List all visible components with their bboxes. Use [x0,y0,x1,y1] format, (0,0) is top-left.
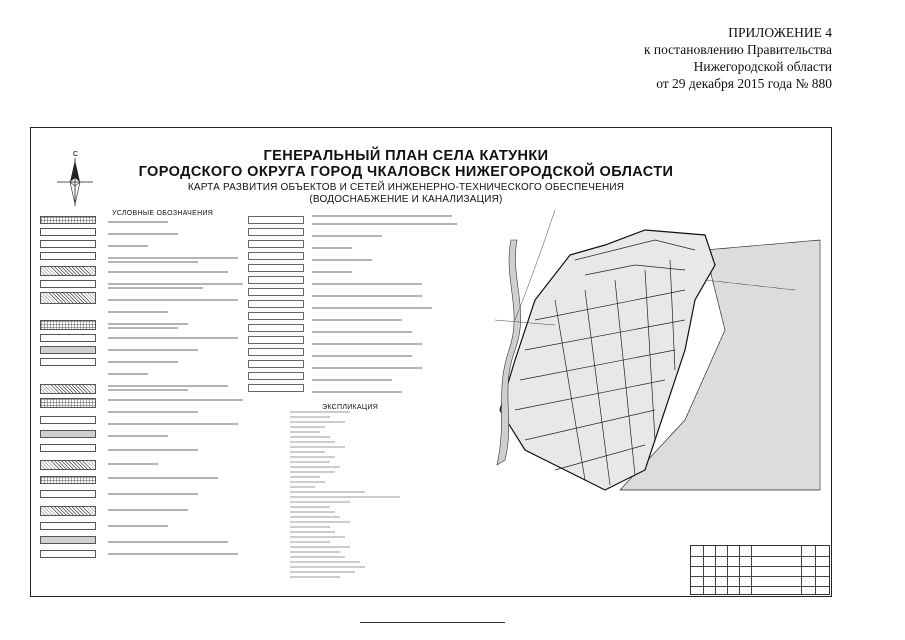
annex-line-2: к постановлению Правительства [643,42,832,57]
legend-swatch [40,240,96,248]
legend-swatch [248,288,304,296]
legend-swatch [248,336,304,344]
legend-swatch [248,264,304,272]
legend-swatch [248,276,304,284]
legend-swatch [248,228,304,236]
legend-swatch [40,358,96,366]
map-title-line-2: ГОРОДСКОГО ОКРУГА ГОРОД ЧКАЛОВСК НИЖЕГОРОДСКОЙ ОБЛАСТИ [138,164,674,180]
legend-swatch [40,228,96,236]
map-subtitle-line-1: КАРТА РАЗВИТИЯ ОБЪЕКТОВ И СЕТЕЙ ИНЖЕНЕРНО-ТЕХНИЧЕСКОГО ОБЕСПЕЧЕНИЯ [187,182,625,193]
legend-swatch [40,490,96,498]
legend-swatch [40,266,96,276]
map-subtitle-line-2: (ВОДОСНАБЖЕНИЕ И КАНАЛИЗАЦИЯ) [309,194,503,205]
legend-swatch [40,280,96,288]
legend-swatch [40,460,96,470]
legend-swatch [248,348,304,356]
compass-label: С [73,151,79,158]
legend-swatch [248,216,304,224]
legend-swatch [248,360,304,368]
legend-swatch [248,252,304,260]
legend-swatch [40,320,96,330]
legend-swatch [40,252,96,260]
settlement-map [495,210,825,510]
legend-swatch [40,506,96,516]
legend-swatch [40,536,96,544]
annex-line-1: ПРИЛОЖЕНИЕ 4 [728,25,832,40]
legend-swatch [40,384,96,394]
legend-swatch [40,216,96,224]
legend-swatch [248,300,304,308]
bottom-rule [360,622,505,623]
legend-swatch [40,522,96,530]
legend-swatch [40,334,96,342]
legend-text-lines [108,214,248,564]
legend-text-lines-2 [312,214,472,404]
legend-swatch [248,372,304,380]
legend-swatch [248,324,304,332]
legend-swatch [40,444,96,452]
explication-title: ЭКСПЛИКАЦИЯ [322,404,379,411]
legend-swatch [40,292,96,304]
annex-line-3: Нижегородской области [693,59,832,74]
legend-swatch [40,476,96,484]
legend-title: УСЛОВНЫЕ ОБОЗНАЧЕНИЯ [112,210,214,217]
map-title-line-1: ГЕНЕРАЛЬНЫЙ ПЛАН СЕЛА КАТУНКИ [263,148,549,164]
legend-swatch [248,240,304,248]
title-block-stamp [690,545,830,595]
north-arrow-icon [55,148,95,208]
annex-header [644,24,832,92]
legend-swatch [40,398,96,408]
legend-swatch [40,550,96,558]
annex-line-4: от 29 декабря 2015 года № 880 [656,76,832,91]
legend-swatch [248,312,304,320]
legend-swatch [248,384,304,392]
explication-list-lines [290,410,410,590]
legend-swatch [40,346,96,354]
legend-swatch [40,416,96,424]
legend-swatch [40,430,96,438]
